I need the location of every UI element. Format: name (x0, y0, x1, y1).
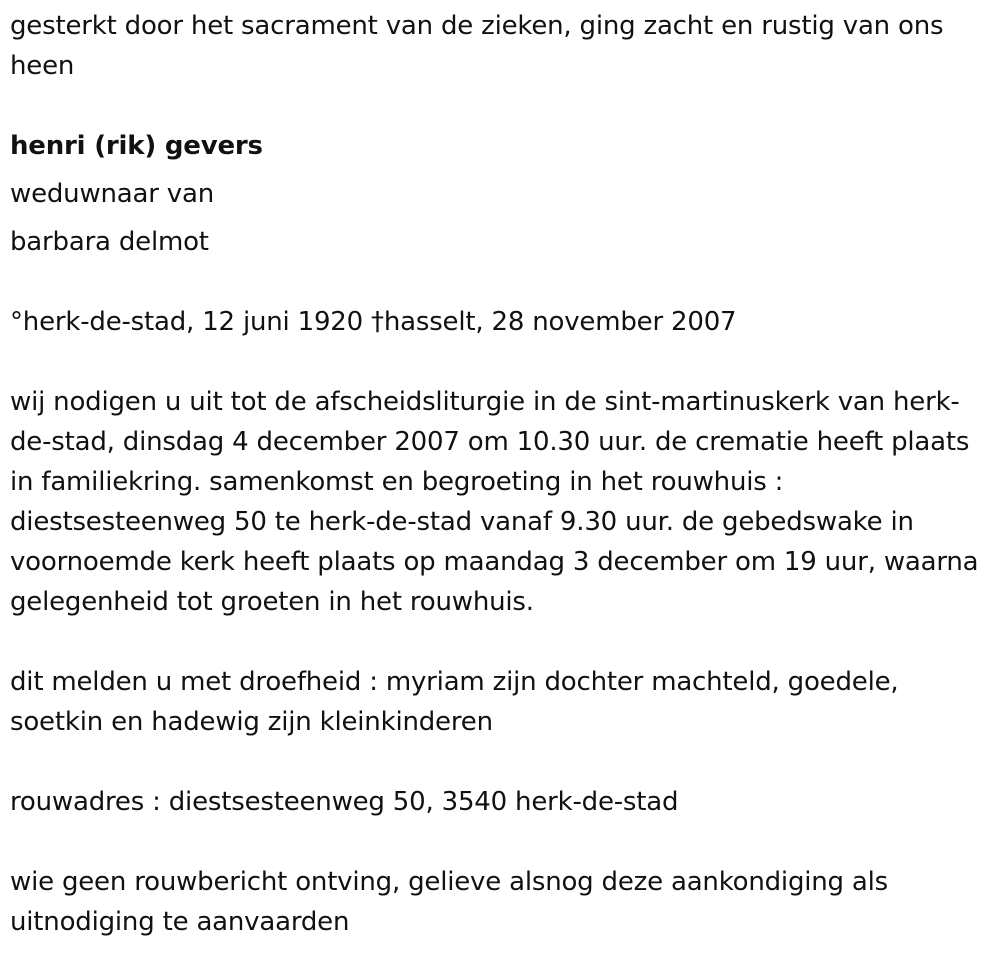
intro-text: gesterkt door het sacrament van de zieken, ging zacht en rustig van ons heen (10, 11, 944, 81)
closing-text: wie geen rouwbericht ontving, gelieve alsnog deze aankondiging als uitnodiging te aanvaarden (10, 867, 889, 937)
relation-text: weduwnaar van (10, 179, 215, 209)
spacer (10, 822, 995, 862)
spacer (10, 622, 995, 662)
spacer (10, 742, 995, 782)
mourning-address: rouwadres : diestsesteenweg 50, 3540 herk-de-stad (10, 787, 679, 817)
deceased-name: henri (rik) gevers (10, 131, 263, 161)
spacer (10, 342, 995, 382)
obituary-notice (10, 6, 995, 942)
death-info: hasselt, 28 november 2007 (383, 307, 737, 337)
cross-icon: † (371, 307, 384, 337)
spouse-name: barbara delmot (10, 227, 209, 257)
family-text: dit melden u met droefheid : myriam zijn dochter machteld, goedele, soetkin en hadewig zijn kleinkinderen (10, 667, 899, 737)
life-dates (10, 302, 995, 342)
ceremony-text: wij nodigen u uit tot de afscheidsliturgie in de sint-martinuskerk van herk-de-stad, dinsdag 4 december 2007 om 10.30 uur. de crematie heeft plaats in familiekring. samenkomst en begroeting in het rouwhuis : diestsesteenweg 50 te herk-de-stad vanaf 9.30 uur. de gebedswake in voornoemde kerk heeft plaats op maandag 3 december om 19 uur, waarna gelegenheid tot groeten in het rouwhuis. (10, 387, 979, 617)
birth-info: °herk-de-stad, 12 juni 1920 (10, 307, 372, 337)
spacer (10, 166, 995, 174)
spacer (10, 214, 995, 222)
spacer (10, 86, 995, 126)
spacer (10, 262, 995, 302)
